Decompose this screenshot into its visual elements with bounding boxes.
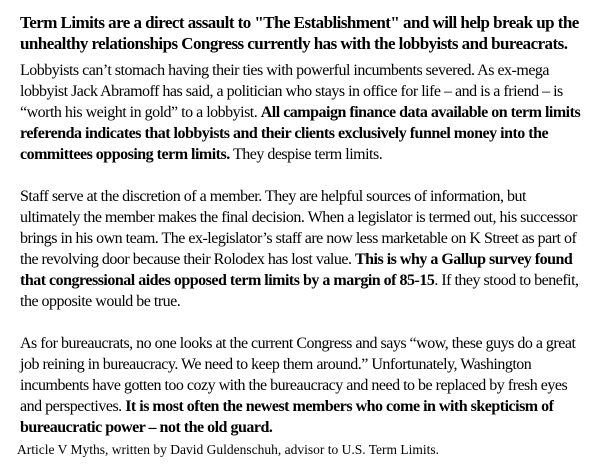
source-caption: Article V Myths, written by David Guldenschuh, advisor to U.S. Term Limits.: [17, 442, 440, 457]
paragraph-emphasis: All campaign finance data available on term limits referenda indicates that lobbyists and their clients exclusively funnel money into the committees opposing term limits.: [20, 104, 581, 163]
paragraph-text: . If they stood to benefit, the opposite would be true.: [20, 272, 579, 310]
paragraph-text: Lobbyists can’t stomach having their ties with powerful incumbents severed. As ex-mega lobbyist Jack Abramoff has said, a politician who stays in office for life – and is a friend – is “worth his weight in gold” to a lobbyist.: [20, 62, 563, 121]
paragraph-staff: [20, 186, 588, 312]
paragraph-bureaucrats: [20, 333, 588, 438]
paragraph-text: Staff serve at the discretion of a member. They are helpful sources of information, but ultimately the member makes the final decision. When a legislator is termed out, his successor brings in his own team. The ex-legislator’s staff are now less marketable on K Street as part of the revolving door because their Rolodex has lost value.: [20, 188, 577, 268]
paragraph-emphasis: This is why a Gallup survey found that congressional aides opposed term limits by a margin of 85-15: [20, 251, 573, 289]
paragraph-text: As for bureaucrats, no one looks at the current Congress and says “wow, these guys do a great job reining in bureaucracy. We need to keep them around.” Unfortunately, Washington incumbents have gotten too cozy with the bureaucracy and need to be replaced by fresh eyes and perspectives.: [20, 335, 576, 415]
document-heading: Term Limits are a direct assault to "The Establishment" and will help break up the unhealthy relationships Congress currently has with the lobbyists and bureacrats.: [20, 13, 579, 53]
paragraph-emphasis: It is most often the newest members who come in with skepticism of bureaucratic power – not the old guard.: [20, 398, 554, 436]
paragraph-lobbyists: [20, 60, 588, 165]
paragraph-text: They despise term limits.: [229, 146, 383, 163]
